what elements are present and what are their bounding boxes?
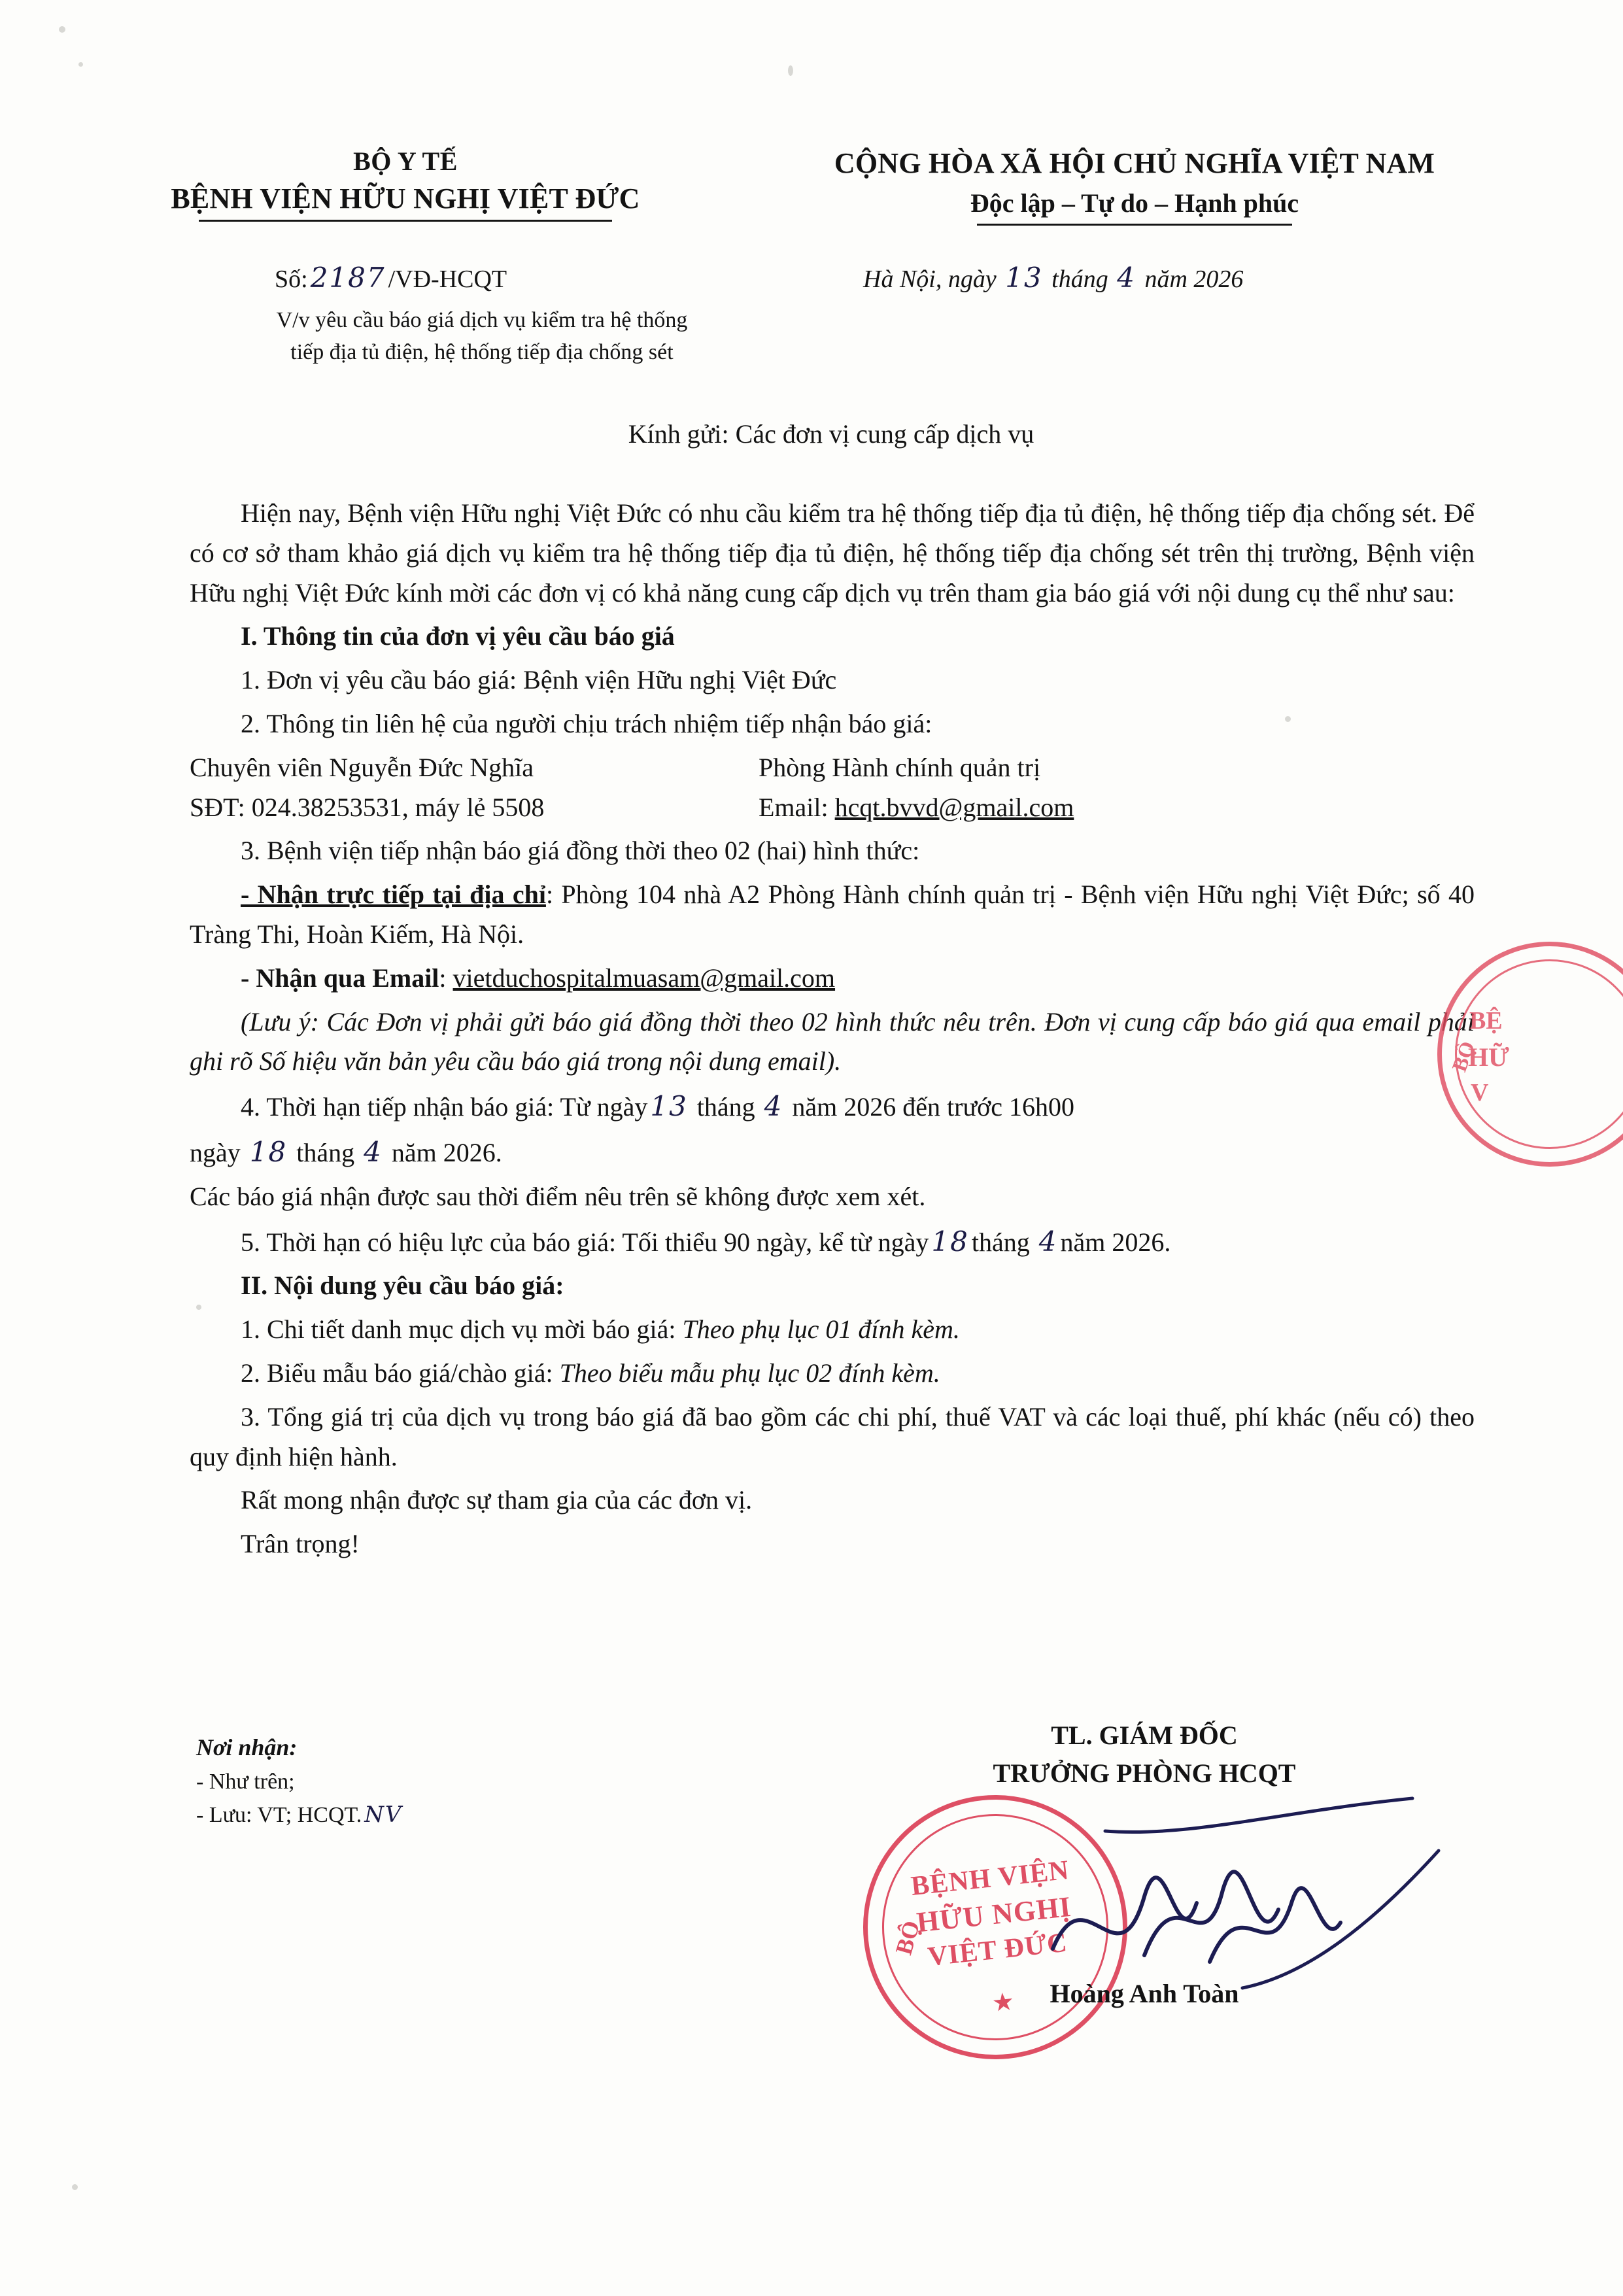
- deadline-end-day: 18: [249, 1135, 288, 1168]
- section-1-title: I. Thông tin của đơn vị yêu cầu báo giá: [241, 621, 675, 651]
- contact-row-1: [190, 748, 1475, 788]
- deadline-start-month: 4: [764, 1090, 783, 1123]
- recipients-item: - Như trên;: [196, 1770, 295, 1794]
- section-2-item-2-ref: Theo biểu mẫu phụ lục 02 đính kèm.: [559, 1358, 940, 1388]
- receive-direct-label: - Nhận trực tiếp tại địa chỉ: [241, 880, 546, 910]
- signature-title-line-1: TL. GIÁM ĐỐC: [1051, 1721, 1238, 1750]
- national-block: [752, 144, 1569, 222]
- validity-day: 18: [931, 1225, 969, 1258]
- ministry-name: BỘ Y TẾ: [353, 146, 458, 176]
- signature-title-line-2: TRƯỞNG PHÒNG HCQT: [993, 1758, 1296, 1788]
- section-2-item-2: [190, 1354, 1475, 1394]
- receive-direct: [190, 875, 1475, 955]
- section-2-item-1: [190, 1310, 1475, 1350]
- seal-line-1: BỆNH VIỆN: [910, 1855, 1071, 1902]
- seal-line-2: HỮU NGHỊ: [915, 1890, 1073, 1939]
- section-2-item-1-ref: Theo phụ lục 01 đính kèm.: [682, 1314, 960, 1345]
- section-1-item-4: [190, 1086, 1475, 1127]
- edge-seal-text-1: BỆ: [1469, 1007, 1503, 1035]
- document-number: [275, 262, 507, 294]
- deadline-end-year: năm 2026.: [391, 1137, 502, 1167]
- deadline-start-day: 13: [650, 1090, 688, 1123]
- date-month: 4: [1117, 262, 1136, 294]
- contact-phone: SĐT: 024.38253531, máy lẻ 5508: [190, 792, 545, 822]
- national-motto: Độc lập – Tự do – Hạnh phúc: [970, 185, 1299, 222]
- deadline-month-label-1: tháng: [696, 1092, 755, 1122]
- document-number-label: Số:: [275, 266, 308, 293]
- deadline-end-prefix: ngày: [190, 1137, 241, 1167]
- hospital-name: BỆNH VIỆN HỮU NGHỊ VIỆT ĐỨC: [171, 179, 640, 218]
- intro-paragraph: Hiện nay, Bệnh viện Hữu nghị Việt Đức có nhu cầu kiểm tra hệ thống tiếp địa tủ điện, hệ thống tiếp địa chống sét. Để có cơ sở tham khảo giá dịch vụ kiểm tra hệ thống tiếp địa tủ điện, hệ thống tiếp địa chống sét trên thị trường, Bệnh viện Hữu nghị Việt Đức kính mời các đơn vị có khả năng cung cấp dịch vụ trên tham gia báo giá với nội dung cụ thể như sau:: [190, 498, 1475, 608]
- validity-month-label: tháng: [971, 1227, 1030, 1257]
- section-2-title: II. Nội dung yêu cầu báo giá:: [241, 1271, 564, 1301]
- seal-ministry-text: BỘ: [890, 1917, 925, 1958]
- recipients-title: Nơi nhận:: [196, 1734, 298, 1760]
- section-2-item-2-text: 2. Biểu mẫu báo giá/chào giá:: [241, 1358, 560, 1388]
- section-1-item-2: 2. Thông tin liên hệ của người chịu trách nhiệm tiếp nhận báo giá:: [241, 708, 932, 738]
- document-body: [190, 494, 1475, 1568]
- contact-email-label: Email:: [759, 792, 829, 822]
- deadline-month-label-2: tháng: [296, 1137, 355, 1167]
- signer-name: Hoàng Anh Toàn: [1050, 1979, 1239, 2008]
- recipient-line: Kính gửi: Các đơn vị cung cấp dịch vụ: [628, 419, 1034, 449]
- contact-email-value: hcqt.bvvd@gmail.com: [834, 792, 1074, 822]
- document-subject-line2: tiếp địa tủ điện, hệ thống tiếp địa chống sét: [290, 340, 674, 365]
- document-number-value: 2187: [310, 262, 386, 294]
- section-1-item-3: 3. Bệnh viện tiếp nhận báo giá đồng thời theo 02 (hai) hình thức:: [241, 836, 920, 866]
- receive-email: - Nhận qua Email: vietduchospitalmuasam@gmail.com: [241, 963, 836, 993]
- section-2-item-1-text: 1. Chi tiết danh mục dịch vụ mời báo giá:: [241, 1314, 683, 1345]
- receive-email-label: - Nhận qua Email: [241, 963, 439, 993]
- edge-seal-text-0: BỘ: [1446, 1038, 1480, 1075]
- country-name: CỘNG HÒA XÃ HỘI CHỦ NGHĨA VIỆT NAM: [834, 147, 1435, 179]
- section-1-item-1: 1. Đơn vị yêu cầu báo giá: Bệnh viện Hữu nghị Việt Đức: [241, 665, 837, 695]
- place-date-prefix: Hà Nội, ngày: [863, 266, 997, 293]
- document-subject-line1: V/v yêu cầu báo giá dịch vụ kiểm tra hệ thống: [276, 308, 688, 332]
- recipients-item: [196, 1798, 405, 1832]
- contact-department: Phòng Hành chính quản trị: [759, 752, 1041, 782]
- section-2-item-3: 3. Tổng giá trị của dịch vụ trong báo giá đã bao gồm các chi phí, thuế VAT và các loại thuế, phí khác (nếu có) theo quy định hiện hành.: [190, 1401, 1475, 1471]
- contact-row-2: [190, 788, 1475, 828]
- signature-title-block: [902, 1717, 1386, 1792]
- issuer-block: [0, 144, 752, 218]
- edge-seal-text-3: V: [1471, 1079, 1489, 1106]
- seal-line-3: VIỆT ĐỨC: [926, 1927, 1069, 1972]
- date-day: 13: [1005, 262, 1043, 294]
- receive-direct-value: : Phòng 104 nhà A2 Phòng Hành chính quản trị - Bệnh viện Hữu nghị Việt Đức; số 40 Tràng Thi, Hoàn Kiếm, Hà Nội.: [190, 880, 1475, 949]
- handwritten-initials: NV: [364, 1802, 403, 1828]
- section-1-item-4-line2: [190, 1131, 1475, 1173]
- closing-line-2: Trân trọng!: [241, 1529, 360, 1559]
- date-month-label: tháng: [1051, 266, 1108, 293]
- recipients-item-text: - Lưu: VT; HCQT.: [196, 1803, 362, 1827]
- validity-year: năm 2026.: [1060, 1227, 1171, 1257]
- section-1-item-4-note: Các báo giá nhận được sau thời điểm nêu trên sẽ không được xem xét.: [190, 1181, 926, 1211]
- recipients-block: [196, 1730, 405, 1832]
- edge-seal-text-2: HỮ: [1468, 1042, 1509, 1072]
- validity-month: 4: [1038, 1225, 1058, 1258]
- document-number-suffix: /VĐ-HCQT: [388, 266, 507, 293]
- letterhead: [0, 144, 1623, 222]
- deadline-mid-text: năm 2026 đến trước 16h00: [792, 1092, 1075, 1122]
- contact-name: Chuyên viên Nguyễn Đức Nghĩa: [190, 752, 534, 782]
- validity-prefix: 5. Thời hạn có hiệu lực của báo giá: Tối thiểu 90 ngày, kể từ ngày: [241, 1227, 929, 1257]
- deadline-prefix: 4. Thời hạn tiếp nhận báo giá: Từ ngày: [241, 1092, 648, 1122]
- receive-note: (Lưu ý: Các Đơn vị phải gửi báo giá đồng thời theo 02 hình thức nêu trên. Đơn vị cung cấp báo giá qua email phải ghi rõ Số hiệu văn bản yêu cầu báo giá trong nội dung email).: [190, 1006, 1475, 1076]
- closing-line-1: Rất mong nhận được sự tham gia của các đơn vị.: [241, 1485, 753, 1515]
- place-date: [863, 262, 1243, 294]
- date-year: năm 2026: [1144, 266, 1244, 293]
- receive-email-value: vietduchospitalmuasam@gmail.com: [453, 963, 836, 993]
- deadline-end-month: 4: [364, 1135, 383, 1168]
- document-subject: [171, 304, 793, 369]
- section-1-item-5: [190, 1221, 1475, 1263]
- official-seal: [850, 1782, 1140, 2072]
- seal-star-icon: ★: [990, 1987, 1016, 2018]
- contact-email-cell: [759, 788, 1475, 828]
